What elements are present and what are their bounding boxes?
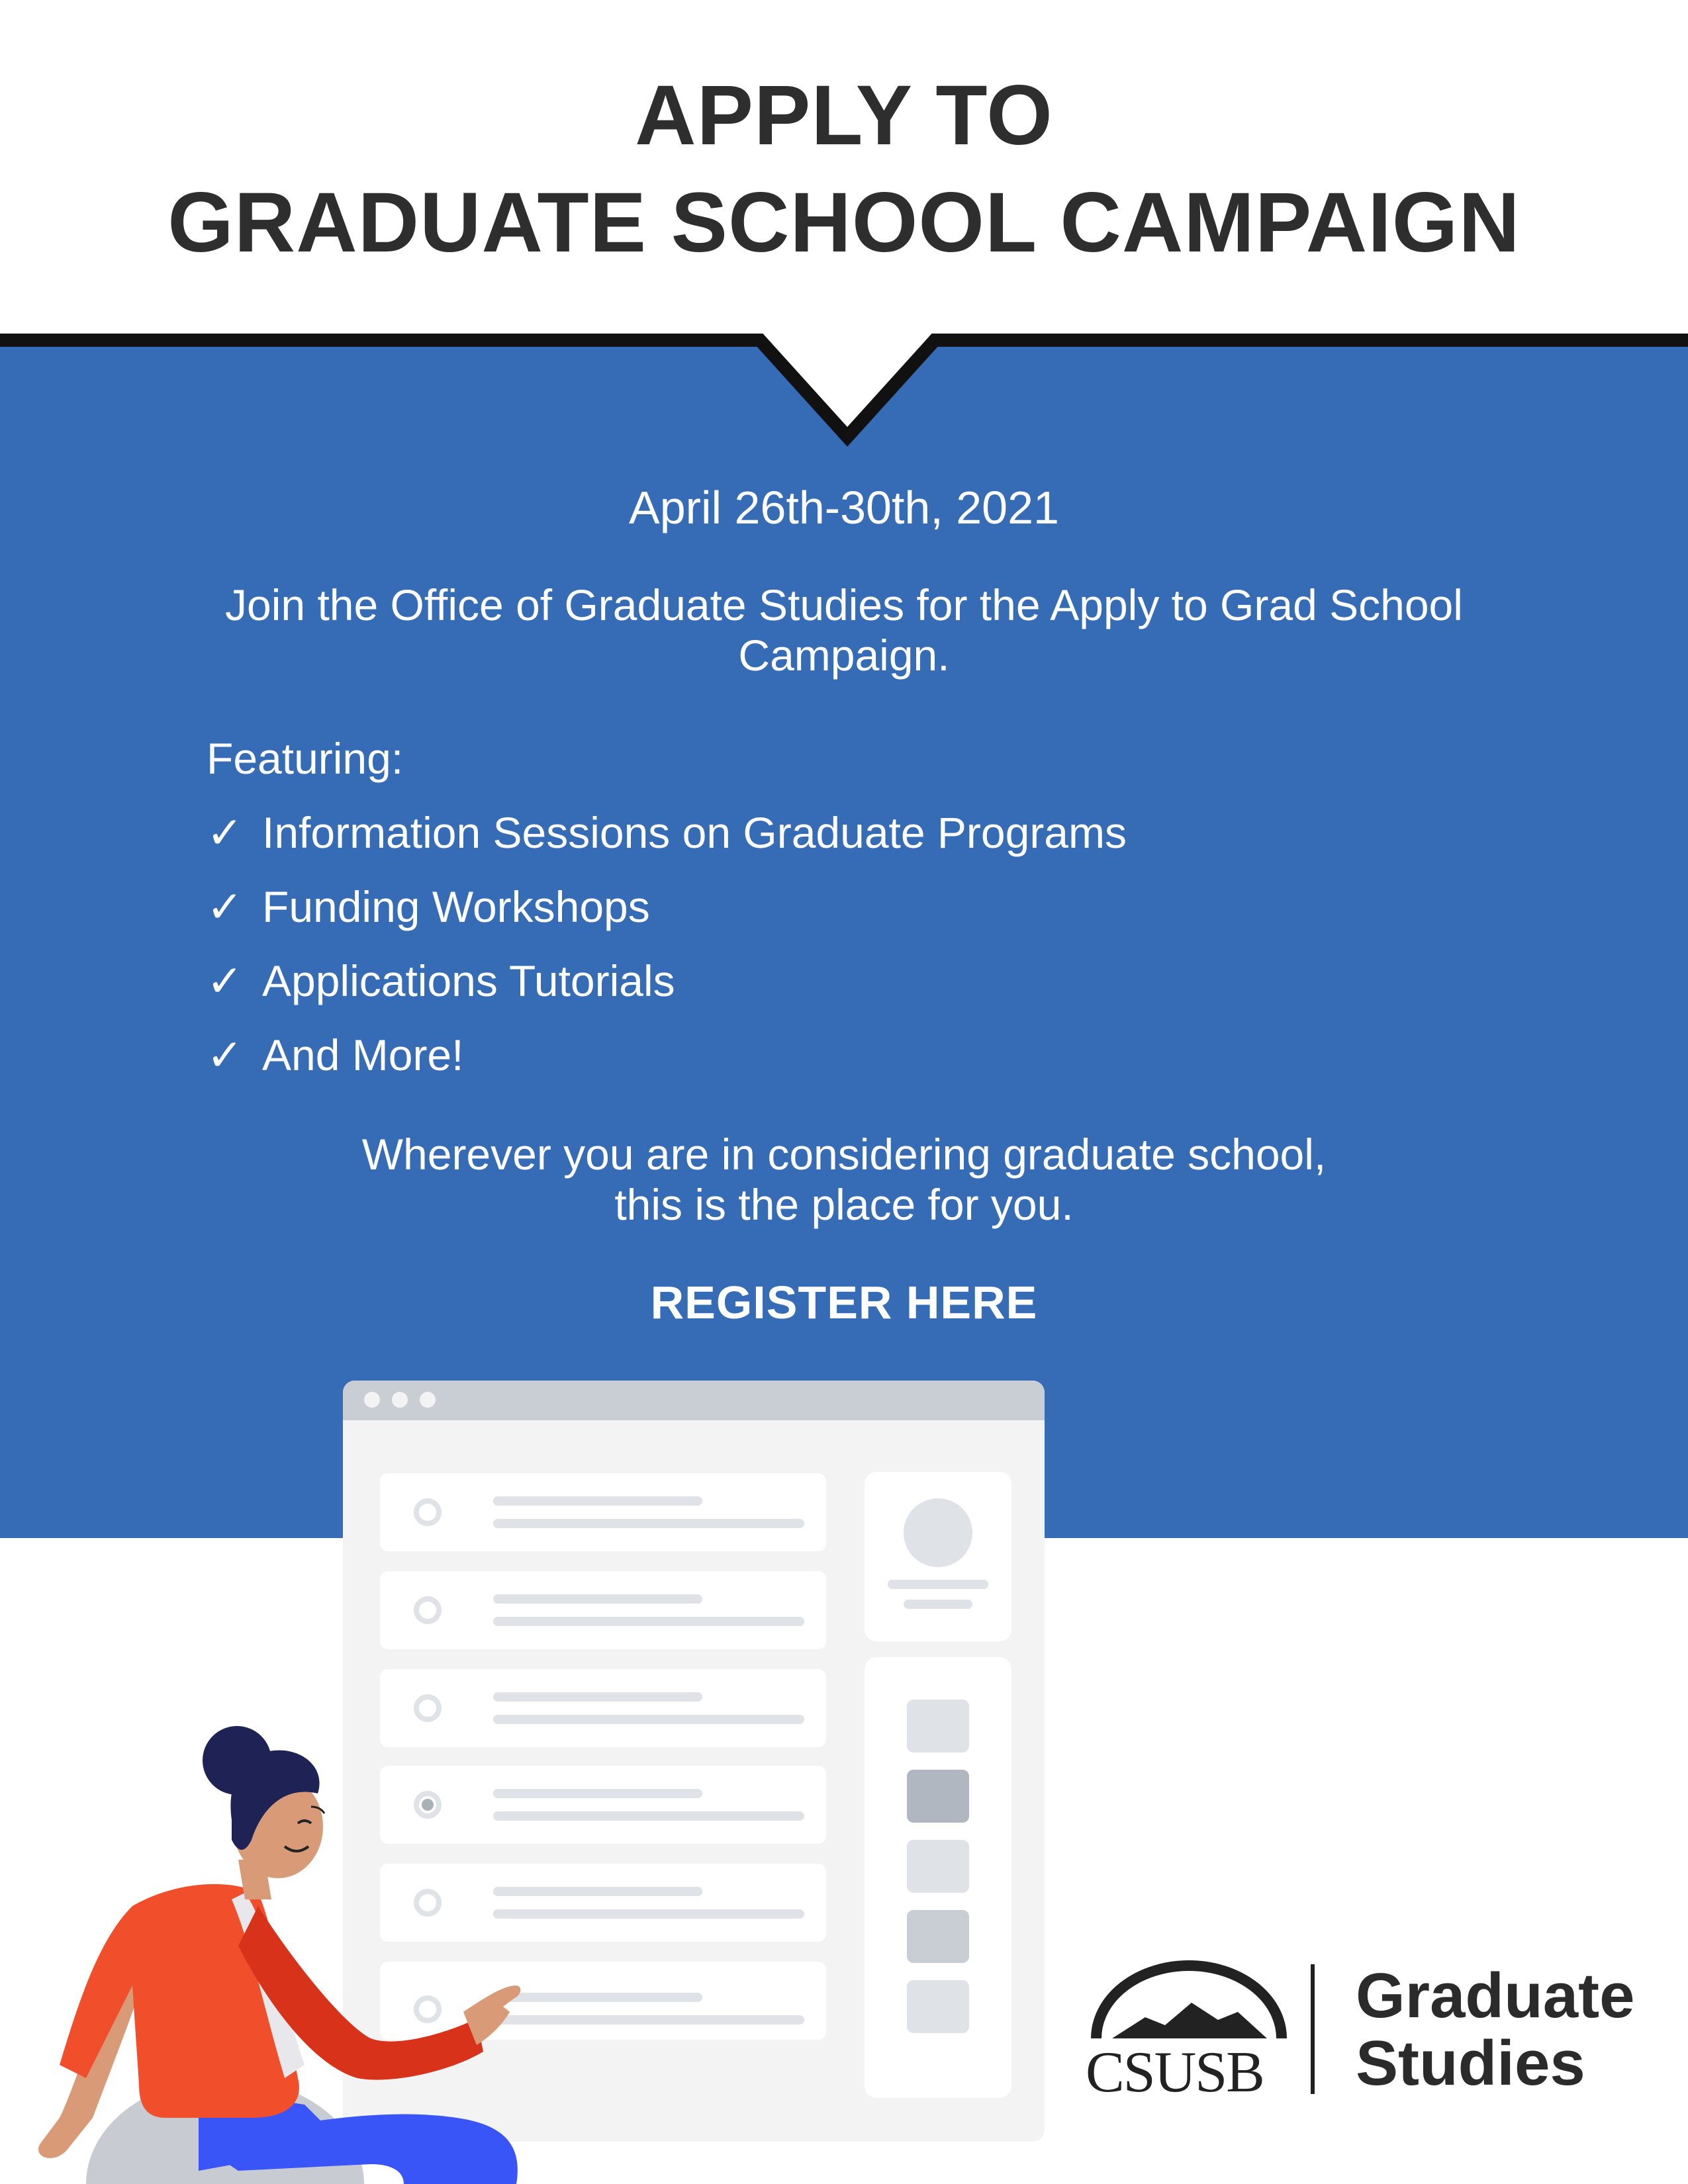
feature-item xyxy=(207,879,650,934)
window-dot-icon xyxy=(420,1392,436,1408)
avatar-icon xyxy=(904,1498,972,1567)
closing-text xyxy=(0,1129,1688,1230)
woman-illustration xyxy=(0,1641,543,2184)
feature-label: Information Sessions on Graduate Programs xyxy=(262,808,1127,857)
logo-department-line-2: Studies xyxy=(1356,2028,1585,2099)
feature-item xyxy=(207,953,675,1009)
logo-divider xyxy=(1311,1964,1315,2094)
feature-label: Applications Tutorials xyxy=(262,956,675,1005)
checkmark-icon: ✓ xyxy=(207,808,244,857)
checkmark-icon: ✓ xyxy=(207,956,244,1005)
closing-line-2: this is the place for you. xyxy=(614,1180,1074,1229)
event-intro: Join the Office of Graduate Studies for the Apply to Grad School Campaign. xyxy=(225,580,1463,680)
feature-label: And More! xyxy=(262,1030,464,1079)
window-dot-icon xyxy=(392,1392,408,1408)
checkmark-icon: ✓ xyxy=(207,1030,244,1079)
checkmark-icon: ✓ xyxy=(207,882,244,931)
csusb-logo-icon xyxy=(1086,1959,1297,2045)
feature-item xyxy=(207,805,1127,860)
feature-item xyxy=(207,1027,463,1083)
event-dates: April 26th-30th, 2021 xyxy=(629,482,1059,533)
page-title-line-2: GRADUATE SCHOOL CAMPAIGN xyxy=(167,175,1521,270)
logo-department-line-1: Graduate xyxy=(1356,1960,1635,2031)
register-link[interactable]: REGISTER HERE xyxy=(650,1277,1038,1328)
featuring-label: Featuring: xyxy=(207,734,404,783)
closing-line-1: Wherever you are in considering graduate school, xyxy=(361,1130,1327,1179)
window-dot-icon xyxy=(364,1392,380,1408)
feature-label: Funding Workshops xyxy=(262,882,650,931)
logo-university-name: CSUSB xyxy=(1086,2040,1264,2105)
page-title-line-1: APPLY TO xyxy=(635,68,1053,163)
